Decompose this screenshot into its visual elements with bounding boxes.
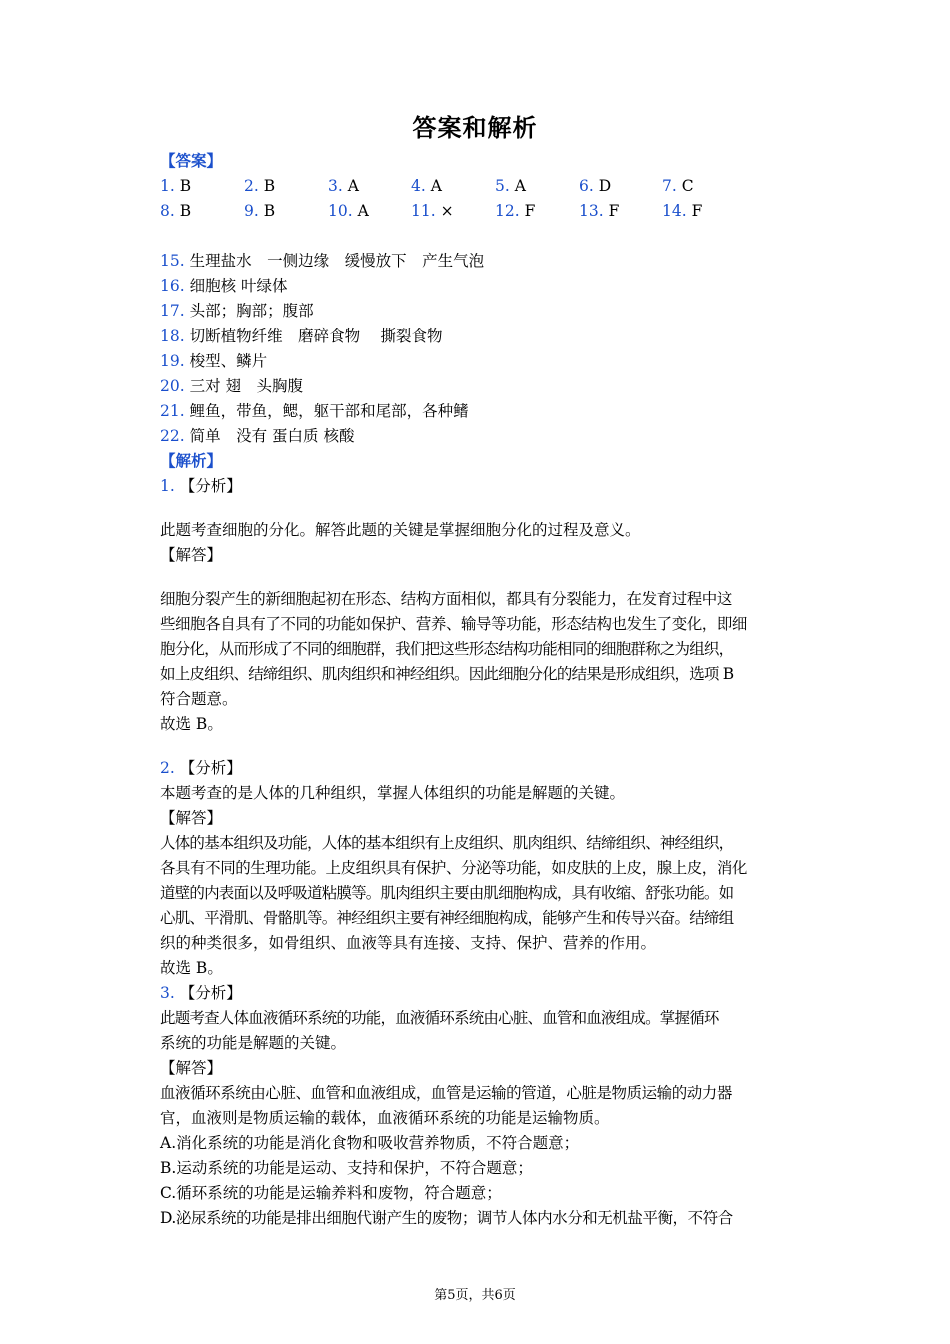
answer-header: 【答案】 <box>160 151 223 170</box>
q1-body-line: 符合题意。 <box>160 690 238 708</box>
q2-body-line: 故选 B。 <box>160 959 223 977</box>
q2-body-line: 织的种类很多，如骨组织、血液等具有连接、支持、保护、营养的作用。 <box>160 934 657 952</box>
q2-body-line: 心肌、平滑肌、骨骼肌等。神经组织主要有神经细胞构成，能够产生和传导兴奋。结缔组 <box>160 909 734 927</box>
mc-answer: 4. A <box>411 177 442 195</box>
page-footer: 第5页，共6页 <box>434 1288 516 1303</box>
q3-body-line: C.循环系统的功能是运输养料和废物，符合题意； <box>160 1184 502 1202</box>
q3-body-line: 官，血液则是物质运输的载体，血液循环系统的功能是运输物质。 <box>160 1109 610 1127</box>
q1-body-line: 些细胞各自具有了不同的功能如保护、营养、输导等功能，形态结构也发生了变化，即细 <box>160 615 747 633</box>
fill-answer: 22. 简单 没有 蛋白质 核酸 <box>160 427 355 445</box>
q3-fenxi-line: 系统的功能是解题的关键。 <box>160 1034 347 1052</box>
mc-answer: 6. D <box>579 177 612 195</box>
mc-answer: 12. F <box>495 202 536 220</box>
q1-fenxi-heading: 1. 【分析】 <box>160 477 242 495</box>
fill-answer: 21. 鲤鱼，带鱼，鳃，躯干部和尾部，各种鳍 <box>160 402 469 420</box>
q3-body-line: B.运动系统的功能是运动、支持和保护，不符合题意； <box>160 1159 533 1177</box>
mc-answer: 9. B <box>244 202 276 220</box>
mc-answer: 13. F <box>579 202 620 220</box>
mc-answer: 7. C <box>662 177 694 195</box>
q3-fenxi-heading: 3. 【分析】 <box>160 984 242 1002</box>
q1-jieda-heading: 【解答】 <box>160 546 223 564</box>
q3-fenxi-line: 此题考查人体血液循环系统的功能，血液循环系统由心脏、血管和血液组成。掌握循环 <box>160 1009 719 1027</box>
q1-body-line: 胞分化，从而形成了不同的细胞群，我们把这些形态结构功能相同的细胞群称之为组织， <box>160 640 734 658</box>
q3-body-line: A.消化系统的功能是消化食物和吸收营养物质，不符合题意； <box>160 1134 580 1152</box>
fill-answer: 18. 切断植物纤维 磨碎食物 撕裂食物 <box>160 327 443 345</box>
mc-answer: 10. A <box>328 202 369 220</box>
mc-answer: 11. × <box>411 202 454 220</box>
q2-fenxi-heading: 2. 【分析】 <box>160 759 242 777</box>
mc-answer: 2. B <box>244 177 276 195</box>
q3-body-line: D.泌尿系统的功能是排出细胞代谢产生的废物；调节人体内水分和无机盐平衡，不符合 <box>160 1209 733 1227</box>
mc-answer: 1. B <box>160 177 192 195</box>
q1-body-line: 如上皮组织、结缔组织、肌肉组织和神经组织。因此细胞分化的结果是形成组织，选项 B <box>160 665 734 683</box>
q2-body-line: 道壁的内表面以及呼吸道粘膜等。肌肉组织主要由肌细胞构成，具有收缩、舒张功能。如 <box>160 884 734 902</box>
mc-answer: 3. A <box>328 177 359 195</box>
mc-answer: 14. F <box>662 202 703 220</box>
q3-body-line: 血液循环系统由心脏、血管和血液组成，血管是运输的管道，心脏是物质运输的动力器 <box>160 1084 732 1102</box>
q1-fenxi-text: 此题考查细胞的分化。解答此题的关键是掌握细胞分化的过程及意义。 <box>160 521 641 539</box>
q2-body-line: 人体的基本组织及功能，人体的基本组织有上皮组织、肌肉组织、结缔组织、神经组织， <box>160 834 734 852</box>
q2-jieda-heading: 【解答】 <box>160 809 223 827</box>
fill-answer: 19. 梭型、鳞片 <box>160 352 268 370</box>
q2-body-line: 各具有不同的生理功能。上皮组织具有保护、分泌等功能，如皮肤的上皮，腺上皮，消化 <box>160 859 747 877</box>
fill-answer: 16. 细胞核 叶绿体 <box>160 277 288 295</box>
page-title: 答案和解析 <box>412 113 538 142</box>
fill-answer: 20. 三对 翅 头胸腹 <box>160 377 304 395</box>
fill-answer: 17. 头部；胸部；腹部 <box>160 302 314 320</box>
mc-answer: 8. B <box>160 202 192 220</box>
mc-answer-row-2 <box>160 201 800 221</box>
analysis-header: 【解析】 <box>160 451 223 470</box>
q2-fenxi-text: 本题考查的是人体的几种组织，掌握人体组织的功能是解题的关键。 <box>160 784 626 802</box>
mc-answer: 5. A <box>495 177 526 195</box>
q1-body-line: 故选 B。 <box>160 715 223 733</box>
mc-answer-row-1 <box>160 176 800 196</box>
q1-body-line: 细胞分裂产生的新细胞起初在形态、结构方面相似，都具有分裂能力，在发育过程中这 <box>160 590 732 608</box>
fill-answer: 15. 生理盐水 一侧边缘 缓慢放下 产生气泡 <box>160 252 485 270</box>
q3-jieda-heading: 【解答】 <box>160 1059 223 1077</box>
